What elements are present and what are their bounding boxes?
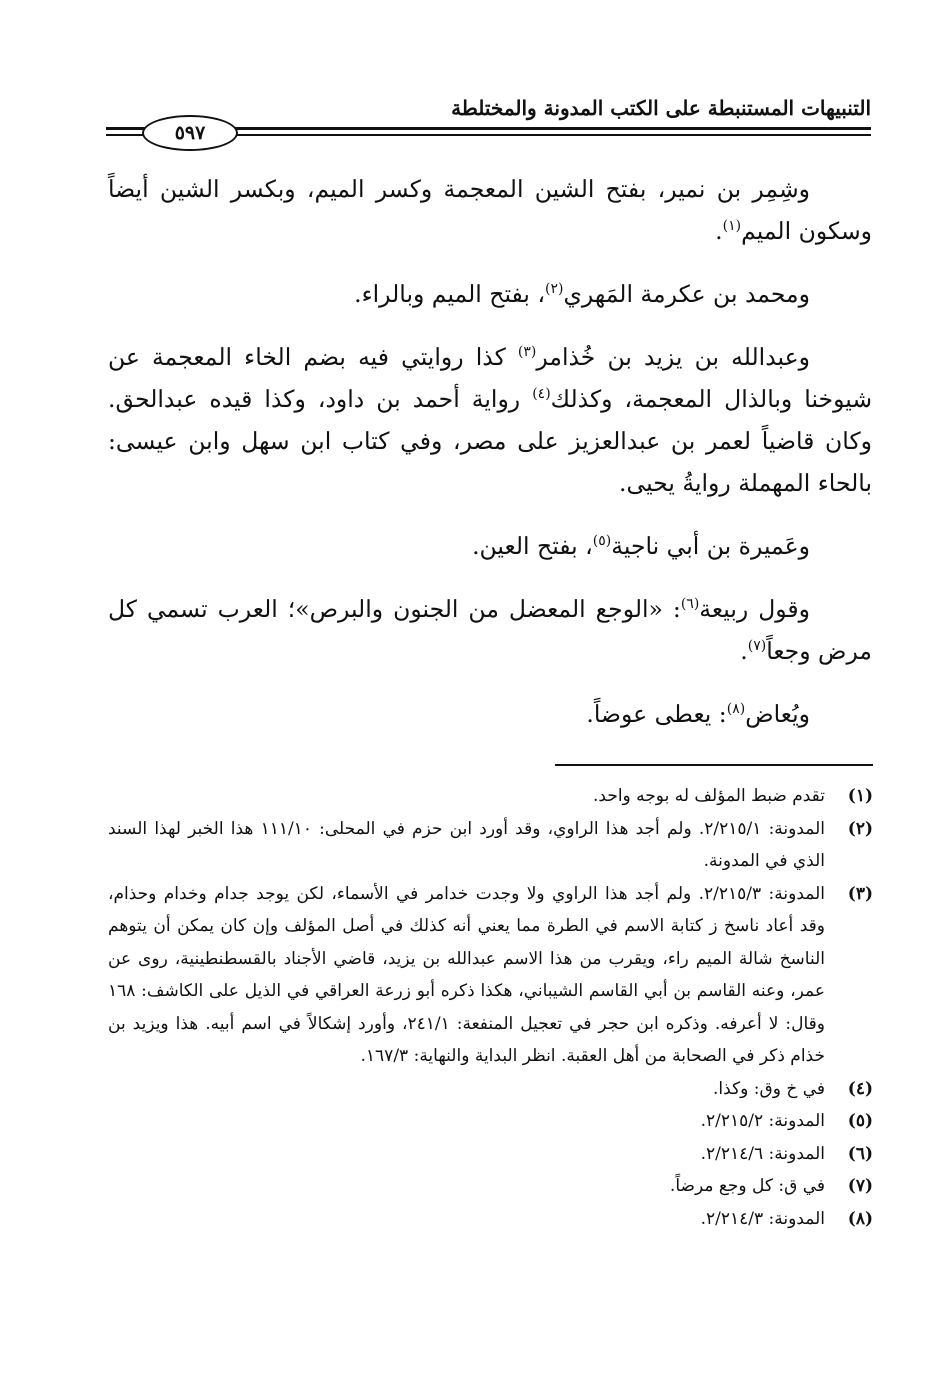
footnote-ref-4[interactable]: (٤)	[532, 386, 551, 403]
footnote-number: (٢)	[847, 818, 873, 839]
footnote-6	[108, 1138, 873, 1171]
text-segment: : «الوجع المعضل من الجنون والبرص»؛ العرب تسمي كل مرض وجعاً	[108, 595, 872, 665]
paragraph-5	[108, 588, 872, 672]
footnote-text: المدونة: ٢/٢١٥/١. ولم أجد هذا الراوي، وقد أورد ابن حزم في المحلى: ١١١/١٠ هذا الخبر لهذا السند الذي في المدونة.	[108, 818, 826, 871]
footnote-number: (١)	[847, 786, 873, 806]
footnote-number: (٨)	[847, 1208, 873, 1229]
footnote-3	[108, 878, 873, 1073]
footnote-number: (٦)	[847, 1143, 873, 1164]
footnote-text: المدونة: ٢/٢١٥/٢.	[700, 1111, 825, 1131]
footnote-2	[108, 813, 873, 878]
page-number: ٥٩٧	[174, 122, 206, 144]
running-header-title: التنبيهات المستنبطة على الكتب المدونة والمختلطة	[451, 96, 871, 120]
text-segment: كذا روايتي فيه بضم الخاء المعجمة عن شيوخنا وبالذال المعجمة، وكذلك	[108, 343, 873, 413]
footnote-text: المدونة: ٢/٢١٤/٣.	[700, 1208, 825, 1229]
footnote-separator	[555, 764, 873, 766]
footnote-5	[108, 1105, 873, 1138]
text-segment: وعبدالله بن يزيد بن خُذامر	[536, 343, 811, 371]
footnote-ref-5[interactable]: (٥)	[592, 533, 612, 550]
page-number-badge	[142, 115, 238, 151]
paragraph-3	[108, 336, 872, 504]
footnote-text: في ق: كل وجع مرضاً.	[669, 1176, 825, 1196]
paragraph-4	[108, 525, 872, 567]
text-segment: .	[715, 217, 723, 245]
footnote-text: في خ وق: وكذا.	[713, 1078, 825, 1099]
text-segment: ، بفتح العين.	[472, 532, 593, 560]
footnote-ref-2[interactable]: (٢)	[545, 281, 564, 298]
text-segment: وقول ربيعة	[699, 595, 810, 623]
paragraph-6	[108, 693, 872, 735]
footnote-ref-3[interactable]: (٣)	[517, 344, 537, 361]
footnote-number: (٤)	[847, 1078, 873, 1099]
footnote-number: (٥)	[847, 1111, 873, 1131]
footnote-ref-6[interactable]: (٦)	[680, 596, 700, 613]
footnote-ref-7[interactable]: (٧)	[747, 638, 767, 655]
text-segment: ويُعاض	[745, 700, 810, 728]
footnote-1	[108, 780, 873, 813]
footnote-number: (٣)	[847, 883, 873, 904]
footnote-text: المدونة: ٢/٢١٥/٣. ولم أجد هذا الراوي ولا وجدت خدامر في الأسماء، لكن يوجد جدام وخدام وحذام، وقد أعاد ناسخ ز كتابة الاسم في الطرة مما يعني أنه كذلك في أصل المؤلف وإن كان يمكن أن يتوهم الناسخ شالة الميم راء، ويقرب من هذا الاسم عبدالله بن يزيد، قاضي الأجناد بالقسطنطينية، روى عن عمر، وعنه القاسم بن أبي القاسم الشيباني، هكذا ذكره أبو زرعة العراقي في الذيل على الكاشف: ١٦٨ وقال: لا أعرفه. وذكره ابن حجر في تعجيل المنفعة: ٢٤١/١، وأورد إشكالاً في اسم أبيه. هذا ويزيد بن خذام ذكر في الصحابة من أهل العقبة. انظر البداية والنهاية: ١٦٧/٣.	[108, 883, 825, 1066]
footnote-text: تقدم ضبط المؤلف له بوجه واحد.	[593, 786, 825, 806]
text-segment: : يعطى عوضاً.	[586, 700, 727, 728]
text-segment: ، بفتح الميم وبالراء.	[354, 280, 546, 308]
footnote-8	[108, 1203, 873, 1236]
text-segment: رواية أحمد بن داود، وكذا قيده عبدالحق. وكان قاضياً لعمر بن عبدالعزيز على مصر، وفي كتاب ابن سهل وابن عيسى: بالحاء المهملة روايةُ يحيى.	[108, 385, 872, 497]
footnote-ref-8[interactable]: (٨)	[726, 701, 746, 718]
footnote-7	[108, 1170, 873, 1203]
text-segment: وعَميرة بن أبي ناجية	[611, 532, 810, 560]
footnote-text: المدونة: ٢/٢١٤/٦.	[700, 1143, 825, 1164]
text-segment: .	[740, 637, 748, 665]
footnote-ref-1[interactable]: (١)	[722, 218, 742, 235]
text-segment: ومحمد بن عكرمة المَهري	[563, 280, 810, 308]
footnote-4	[108, 1073, 873, 1106]
footnotes-section	[108, 780, 873, 1235]
main-text	[108, 168, 872, 756]
text-segment: وشِمِر بن نمير، بفتح الشين المعجمة وكسر الميم، وبكسر الشين أيضاً وسكون الميم	[108, 175, 872, 245]
footnote-number: (٧)	[847, 1176, 873, 1196]
paragraph-1	[108, 168, 872, 252]
paragraph-2	[108, 273, 872, 315]
